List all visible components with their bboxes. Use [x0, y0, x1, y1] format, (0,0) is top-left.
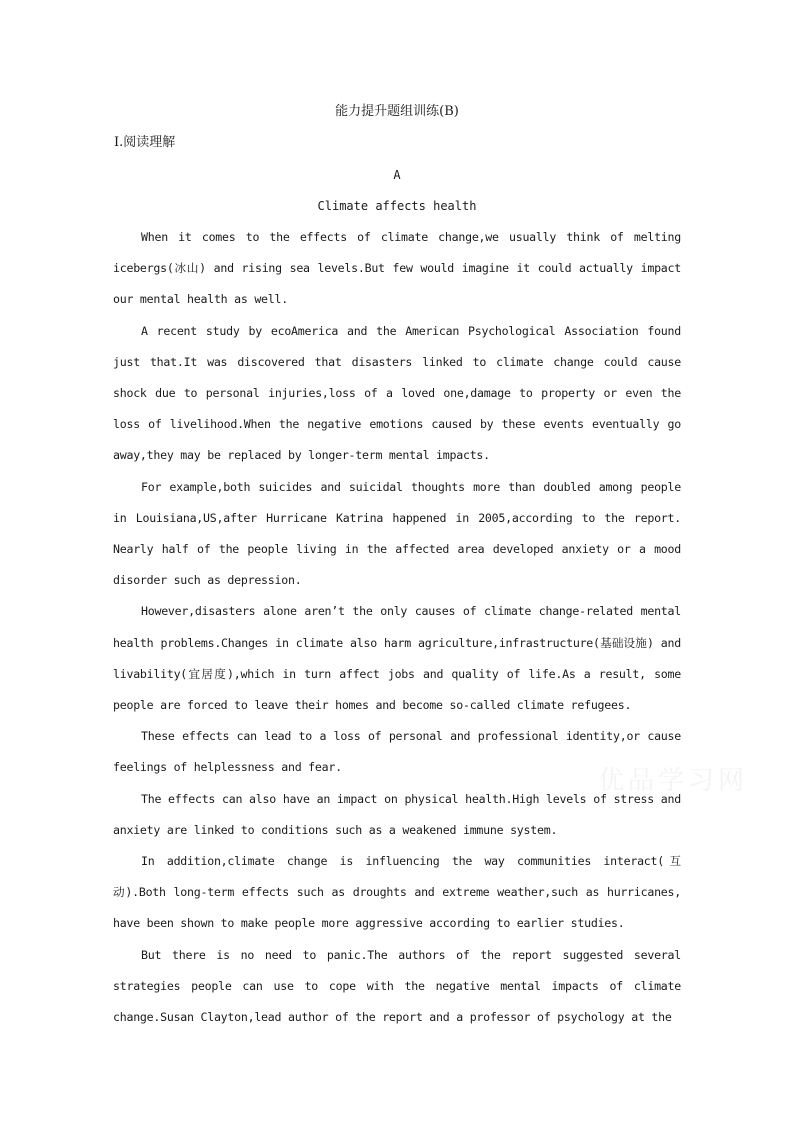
paragraph-7: In addition,climate change is influencing the way communities interact(互动).Both long-term effects such as droughts and extreme weather,such as hurricanes, have been shown to make people more aggressive according to earlier studies.: [113, 854, 681, 931]
passage-body: [113, 222, 681, 1033]
passage-letter: A: [393, 168, 401, 182]
paragraph-6: The effects can also have an impact on physical health.High levels of stress and anxiety are linked to conditions such as a weakened immune system.: [113, 791, 681, 837]
paragraph-4: However,disasters alone aren’t the only causes of climate change-related mental health problems.Changes in climate also harm agriculture,infrastructure(基础设施) and livability(宜居度),which in turn affect jobs and quality of life.As a result, some people are forced to leave their homes and become so-called climate refugees.: [113, 604, 681, 713]
paragraph-2: A recent study by ecoAmerica and the American Psychological Association found just that.It was discovered that disasters linked to climate change could cause shock due to personal injuries,loss of a loved one,damage to property or even the loss of livelihood.When the negative emotions caused by these events eventually go away,they may be replaced by longer-term mental impacts.: [113, 323, 681, 463]
watermark: 优品学习网: [598, 766, 749, 796]
paragraph-3: For example,both suicides and suicidal thoughts more than doubled among people in Louisiana,US,after Hurricane Katrina happened in 2005,according to the report. Nearly half of the people living in the affected area developed anxiety or a mood disorder such as depression.: [113, 479, 681, 588]
passage-title: Climate affects health: [317, 199, 477, 213]
section-heading: Ⅰ.阅读理解: [114, 135, 176, 150]
document-title: 能力提升题组训练(B): [335, 104, 459, 119]
paragraph-1: When it comes to the effects of climate change,we usually think of melting icebergs(冰山) and rising sea levels.But few would imagine it could actually impact our mental health as well.: [113, 230, 681, 307]
paragraph-5: These effects can lead to a loss of personal and professional identity,or cause feelings of helplessness and fear.: [113, 729, 681, 775]
paragraph-8: But there is no need to panic.The authors of the report suggested several strategies people can use to cope with the negative mental impacts of climate change.Susan Clayton,lead author of the report and a professor of psychology at the: [113, 947, 681, 1025]
